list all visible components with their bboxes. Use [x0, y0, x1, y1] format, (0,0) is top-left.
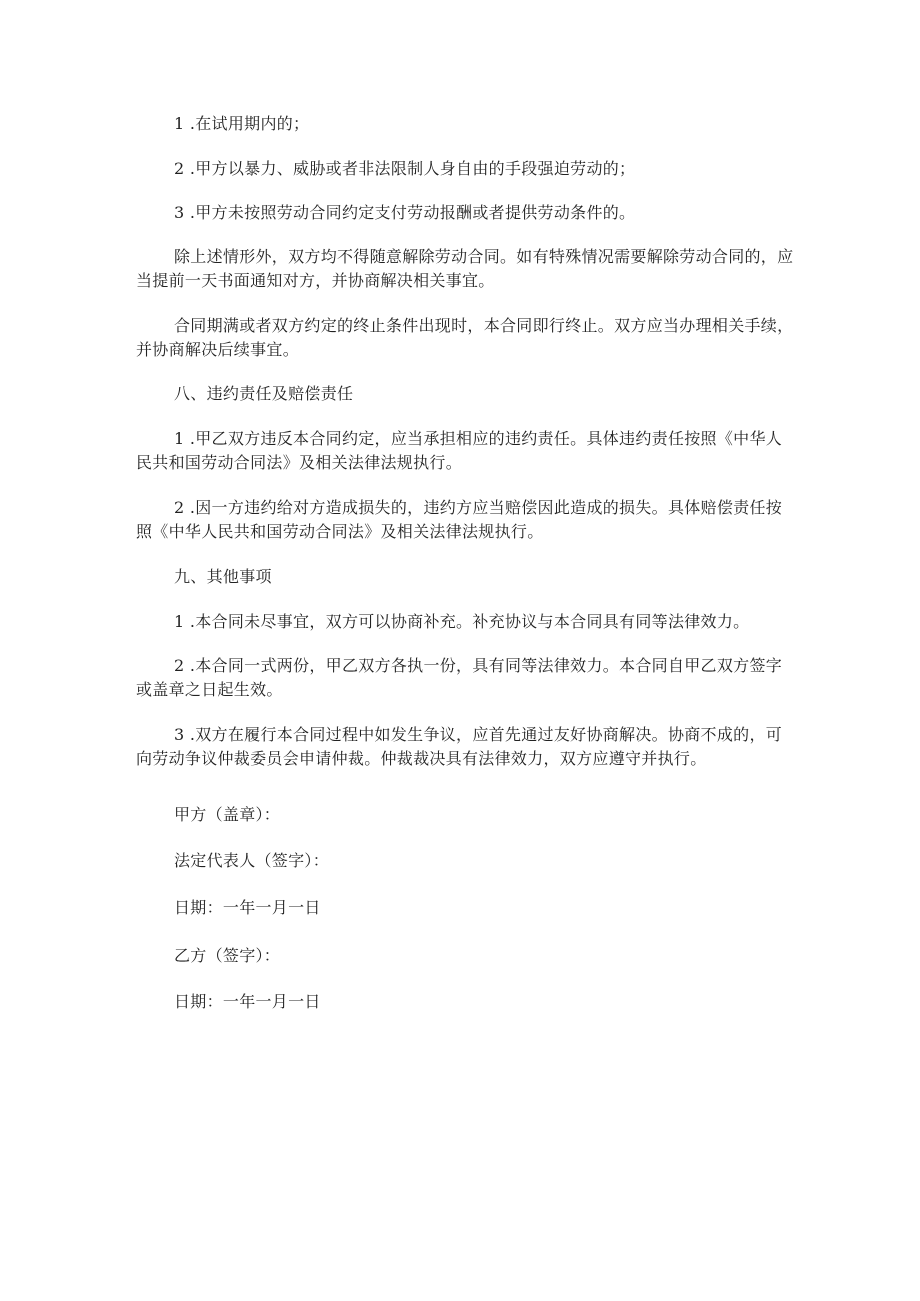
clause-item-3: 3 .甲方未按照劳动合同约定支付劳动报酬或者提供劳动条件的。 — [174, 203, 636, 222]
other-item-3: 3 .双方在履行本合同过程中如发生争议，应首先通过友好协商解决。协商不成的，可向劳动争议仲裁委员会申请仲裁。仲裁裁决具有法律效力，双方应遵守并执行。 — [136, 725, 783, 768]
clause-item-2: 2 .甲方以暴力、威胁或者非法限制人身自由的手段强迫劳动的； — [174, 159, 636, 178]
clause-item-1: 1 .在试用期内的； — [174, 114, 310, 133]
termination-paragraph: 除上述情形外，双方均不得随意解除劳动合同。如有特殊情况需要解除劳动合同的，应当提前一天书面通知对方，并协商解决相关事宜。 — [136, 247, 794, 290]
other-item-2: 2 .本合同一式两份，甲乙双方各执一份，具有同等法律效力。本合同自甲乙双方签字或盖章之日起生效。 — [136, 656, 783, 699]
signature-party-b: 乙方（签字）： — [174, 946, 281, 965]
expiry-paragraph: 合同期满或者双方约定的终止条件出现时，本合同即行终止。双方应当办理相关手续，并协商解决后续事宜。 — [136, 316, 794, 359]
section-heading-liability: 八、违约责任及赔偿责任 — [174, 384, 354, 403]
signature-date-b: 日期：一年一月一日 — [174, 992, 321, 1011]
signature-date-a: 日期：一年一月一日 — [174, 898, 321, 917]
liability-item-2: 2 .因一方违约给对方造成损失的，违约方应当赔偿因此造成的损失。具体赔偿责任按照《中华人民共和国劳动合同法》及相关法律法规执行。 — [136, 498, 783, 541]
section-heading-other: 九、其他事项 — [174, 567, 272, 586]
signature-party-a: 甲方（盖章）： — [174, 805, 281, 824]
signature-legal-rep: 法定代表人（签字）： — [174, 851, 330, 870]
liability-item-1: 1 .甲乙双方违反本合同约定，应当承担相应的违约责任。具体违约责任按照《中华人民共和国劳动合同法》及相关法律法规执行。 — [136, 429, 783, 472]
other-item-1: 1 .本合同未尽事宜，双方可以协商补充。补充协议与本合同具有同等法律效力。 — [174, 612, 750, 631]
